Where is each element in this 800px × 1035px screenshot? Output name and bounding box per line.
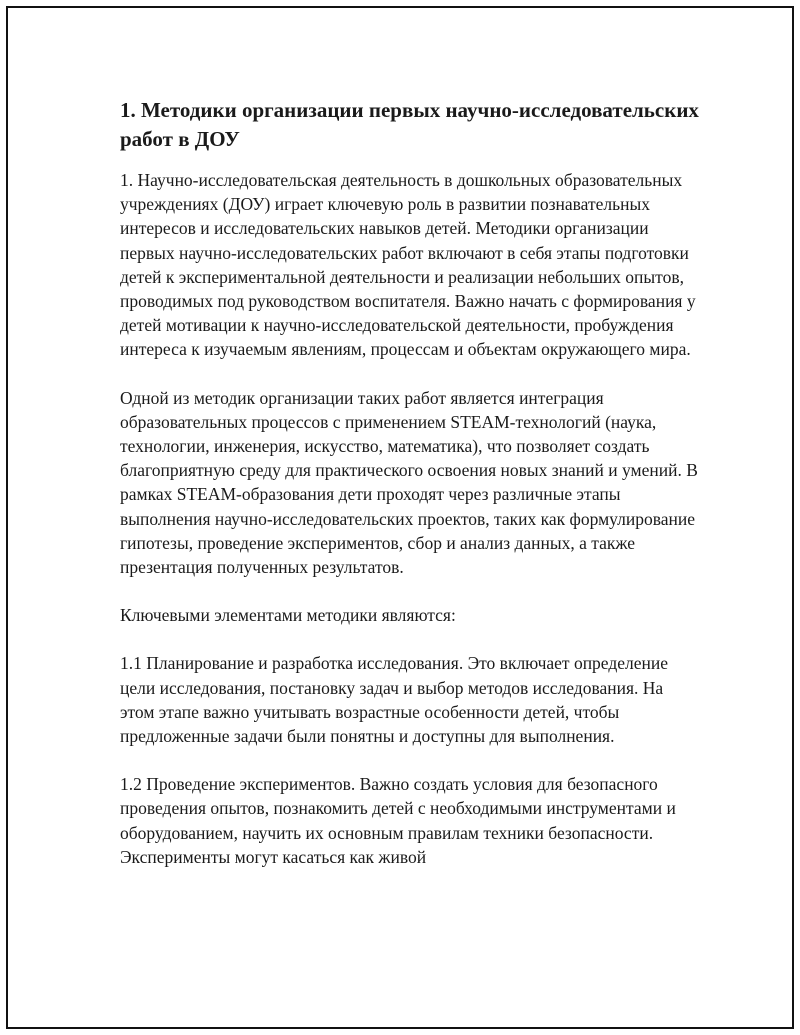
paragraph-intro: 1. Научно-исследовательская деятельность в дошкольных образовательных учреждениях (ДОУ) играет ключевую роль в развитии познавательных интересов и исследовательских навыков детей. Методики организации первых научно-исследовательских работ включают в себя этапы подготовки детей к экспериментальной деятельности и реализации небольших опытов, проводимых под руководством воспитателя. Важно начать с формирования у детей мотивации к научно-исследовательской деятельности, пробуждения интереса к изучаемым явлениям, процессам и объектам окружающего мира. [120,170,696,360]
paragraph-steam: Одной из методик организации таких работ является интеграция образовательных процессов с применением STEAM-технологий (наука, технологии, инженерия, искусство, математика), что позволяет создать благоприятную среду для практического освоения новых знаний и умений. В рамках STEAM-образования дети проходят через различные этапы выполнения научно-исследовательских проектов, таких как формулирование гипотезы, проведение экспериментов, сбор и анализ данных, а также презентация полученных результатов. [120,387,698,578]
paragraph-planning: 1.1 Планирование и разработка исследования. Это включает определение цели исследования, постановку задач и выбор методов исследования. На этом этапе важно учитывать возрастные особенности детей, чтобы предложенные задачи были понятны и доступны для выполнения. [120,653,669,747]
document-title: 1. Методики организации первых научно-исследовательских работ в ДОУ [120,98,699,151]
paragraph-key-elements: Ключевыми элементами методики являются: [120,605,456,626]
document-body [120,96,700,893]
paragraph-experiments: 1.2 Проведение экспериментов. Важно создать условия для безопасного проведения опытов, познакомить детей с необходимыми инструментами и оборудованием, научить их основным правилам техники безопасности. Эксперименты могут касаться как живой [120,774,676,867]
page-frame [6,6,794,1029]
